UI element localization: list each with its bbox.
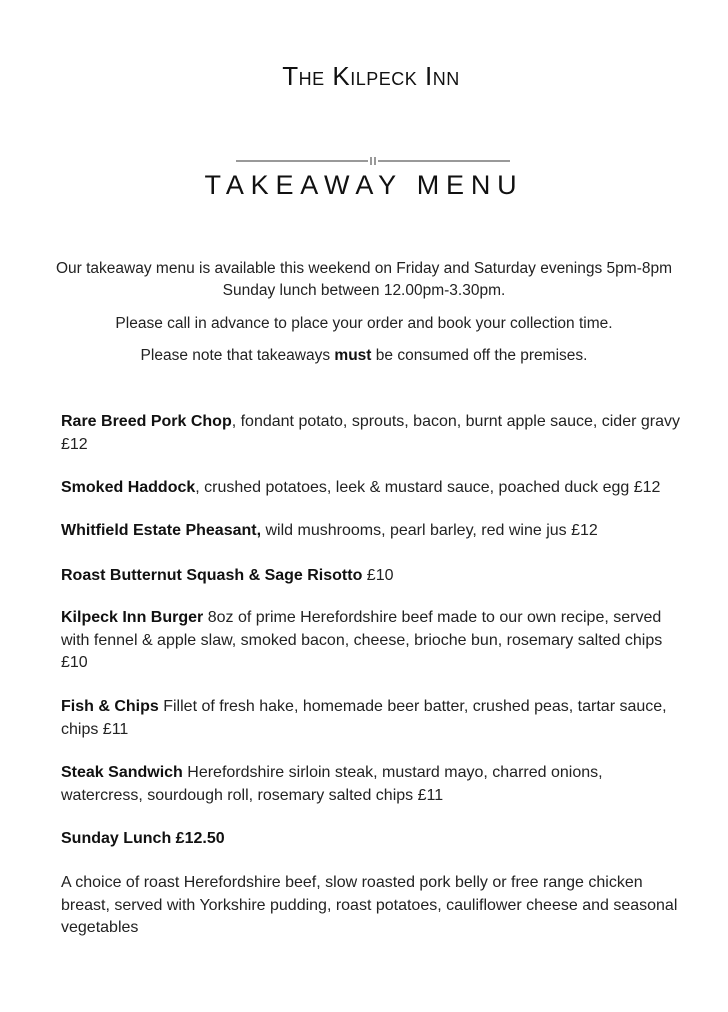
logo-divider: [236, 156, 510, 166]
menu-item-sunday-lunch: [61, 828, 681, 851]
menu-item-desc: wild mushrooms, pearl barley, red wine jus £12: [261, 522, 598, 539]
sunday-lunch-description: A choice of roast Herefordshire beef, slow roasted pork belly or free range chicken breast, served with Yorkshire pudding, roast potatoes, cauliflower cheese and seasonal vegetables: [61, 874, 678, 936]
menu-item-name: Whitfield Estate Pheasant,: [61, 522, 262, 539]
menu-item-steak-sandwich: [61, 762, 681, 807]
menu-item-risotto: [61, 565, 681, 588]
menu-item-name: Smoked Haddock: [61, 479, 196, 496]
menu-item-name: Rare Breed Pork Chop: [61, 413, 232, 430]
intro-availability: Our takeaway menu is available this weekend on Friday and Saturday evenings 5pm-8pm Sunday lunch between 12.00pm-3.30pm.: [55, 260, 673, 299]
menu-item-desc: , crushed potatoes, leek & mustard sauce, poached duck egg £12: [195, 479, 661, 496]
menu-item-desc: £10: [362, 567, 394, 584]
intro-premises-note: [40, 345, 688, 367]
menu-item-name: Fish & Chips: [61, 698, 159, 715]
menu-item-name: Sunday Lunch £12.50: [61, 830, 225, 847]
menu-item-desc: Herefordshire sirloin steak, mustard mayo, charred onions, watercress, sourdough roll, rosemary salted chips £11: [61, 764, 603, 804]
page-title: TAKEAWAY MENU: [204, 170, 524, 200]
intro-note-post: be consumed off the premises.: [371, 347, 588, 364]
intro-call-ahead: Please call in advance to place your order and book your collection time.: [115, 315, 613, 332]
menu-item-desc: , fondant potato, sprouts, bacon, burnt apple sauce, cider gravy £12: [61, 413, 680, 453]
menu-item-pork-chop: [61, 411, 681, 456]
menu-item-name: Kilpeck Inn Burger: [61, 609, 204, 626]
intro-note-emphasis: must: [334, 347, 372, 364]
menu-item-name: Roast Butternut Squash & Sage Risotto: [61, 567, 363, 584]
menu-item-fish-chips: [61, 696, 681, 741]
menu-item-desc: 8oz of prime Herefordshire beef made to our own recipe, served with fennel & apple slaw, smoked bacon, cheese, brioche bun, rosemary salted chips £10: [61, 609, 663, 671]
menu-item-pheasant: [61, 520, 681, 543]
logo: [232, 56, 510, 112]
logo-text: The Kilpeck Inn: [282, 61, 460, 91]
intro-note-pre: Please note that takeaways: [140, 347, 335, 364]
menu-item-burger: [61, 607, 681, 675]
menu-item-name: Steak Sandwich: [61, 764, 183, 781]
menu-item-desc: Fillet of fresh hake, homemade beer batter, crushed peas, tartar sauce, chips £11: [61, 698, 667, 738]
menu-item-haddock: [61, 477, 681, 500]
